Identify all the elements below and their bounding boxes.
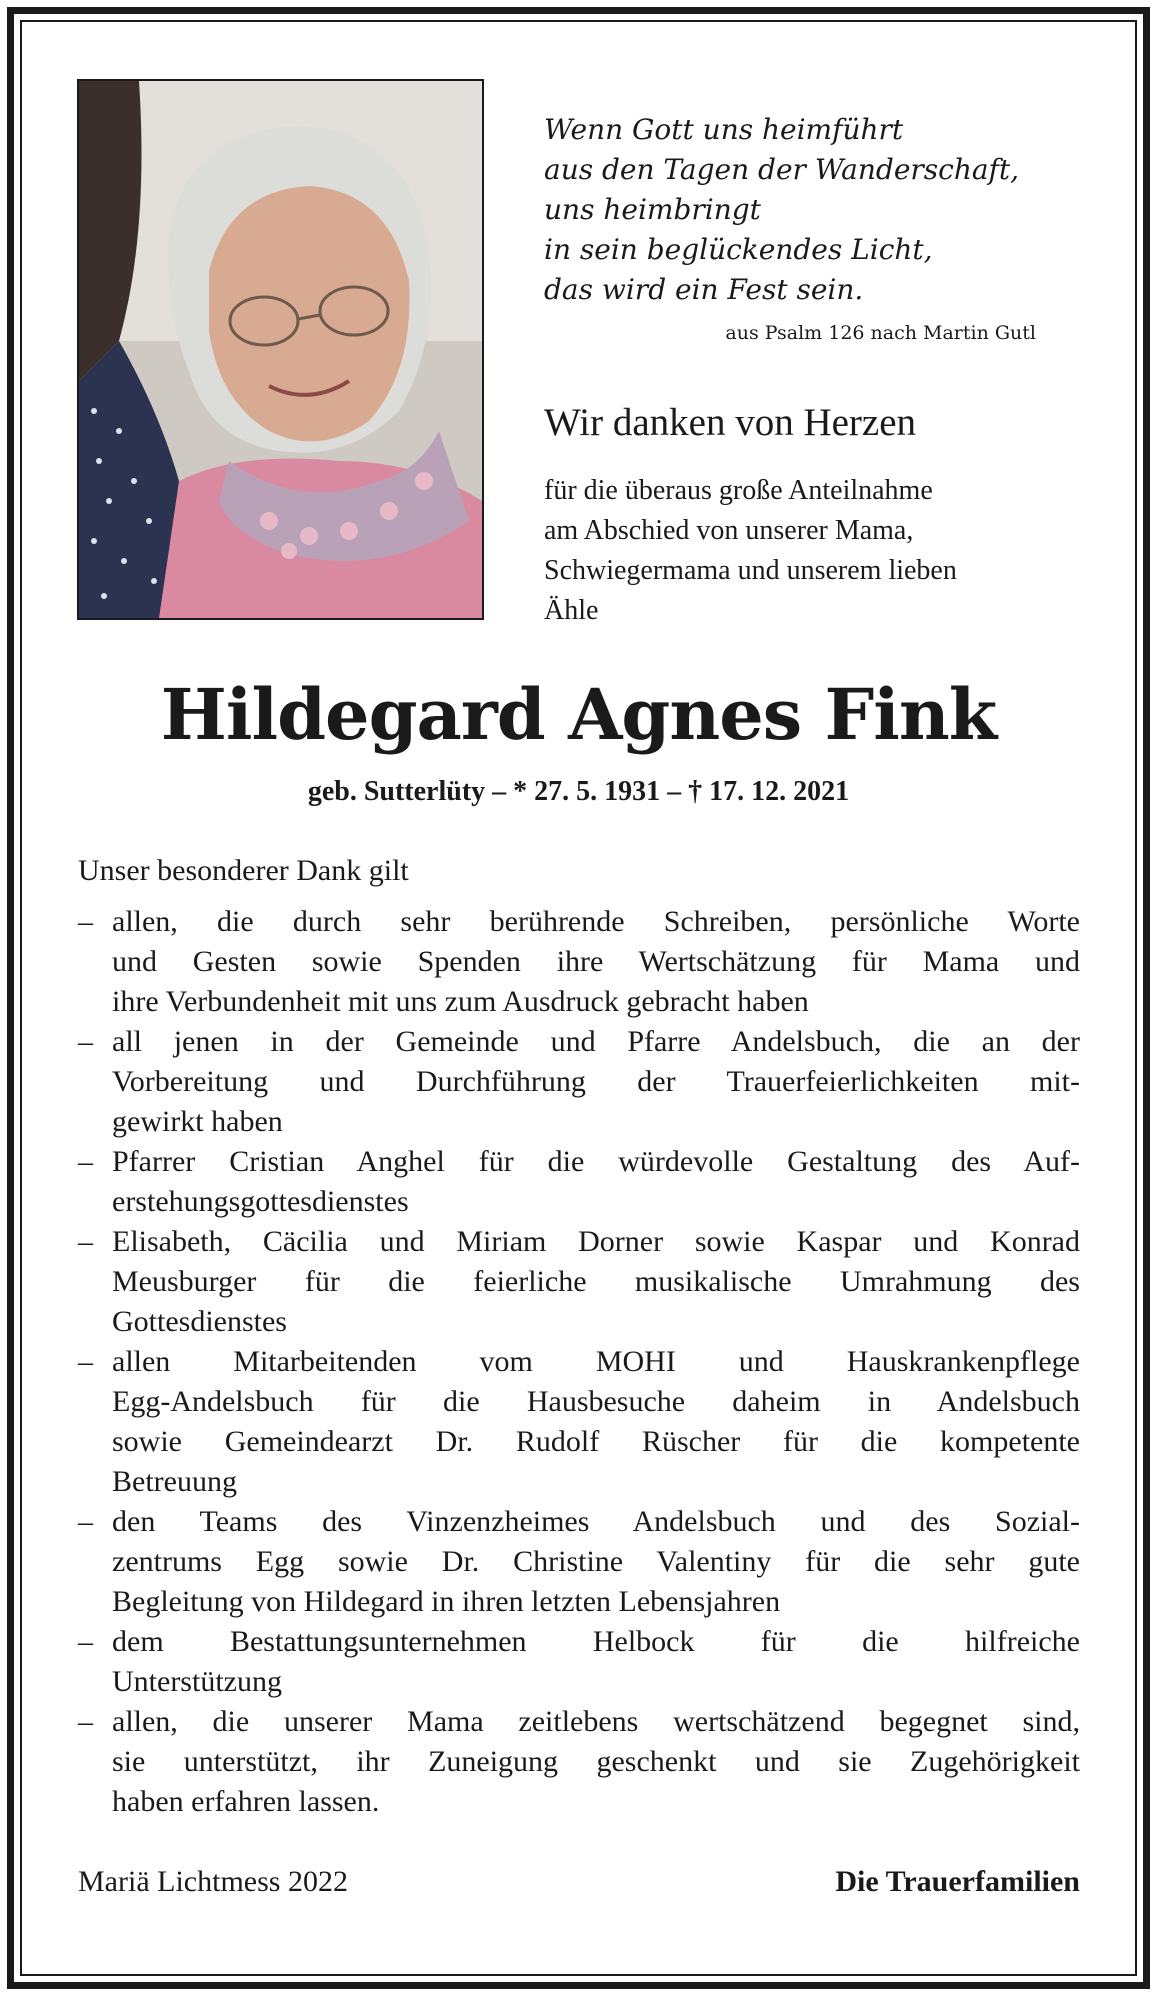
dash-bullet: – [78,1025,93,1058]
list-item-line: Egg-Andelsbuch für die Hausbesuche daheim in Andelsbuch [112,1385,1080,1418]
thanks-line: Ähle [544,595,599,626]
poem-line: in sein beglückendes Licht, [544,233,933,266]
list-item-line: Betreuung [112,1465,237,1498]
thanks-line: am Abschied von unserer Mama, [544,515,914,546]
list-item-line: allen Mitarbeitenden vom MOHI und Hauskrankenpflege [112,1345,1080,1378]
footer-signature: Die Trauerfamilien [835,1865,1080,1898]
list-item [78,1702,1080,1822]
deceased-name: Hildegard Agnes Fink [160,673,997,756]
list-item-line: Vorbereitung und Durchführung der Trauerfeierlichkeiten mit- [112,1065,1080,1098]
deceased-details: geb. Sutterlüty – * 27. 5. 1931 – † 17. 12. 2021 [307,776,850,807]
dash-bullet: – [78,1705,93,1738]
list-item-line: sie unterstützt, ihr Zuneigung geschenkt und sie Zugehörigkeit [112,1745,1080,1778]
list-item-line: zentrums Egg sowie Dr. Christine Valentiny für die sehr gute [112,1545,1080,1578]
list-item-line: und Gesten sowie Spenden ihre Wertschätzung für Mama und [112,945,1080,978]
list-item [78,1222,1080,1342]
thanks-text [544,471,1084,631]
list-item [78,1622,1080,1702]
dash-bullet: – [78,1625,93,1658]
list-item [78,1342,1080,1502]
dash-bullet: – [78,1145,93,1178]
list-item-line: Gottesdienstes [112,1305,287,1338]
list-item-line: Elisabeth, Cäcilia und Miriam Dorner sowie Kaspar und Konrad [112,1225,1080,1258]
list-item-line: Meusburger für die feierliche musikalische Umrahmung des [112,1265,1080,1298]
list-item [78,1502,1080,1622]
thanks-line: für die überaus große Anteilnahme [544,475,933,506]
list-item-line: allen, die durch sehr berührende Schreiben, persönliche Worte [112,905,1080,938]
list-item [78,902,1080,1022]
acknowledgement-list [78,902,1080,1822]
acknowledgement-intro: Unser besonderer Dank gilt [78,854,409,887]
list-item-line: erstehungsgottesdienstes [112,1185,409,1218]
list-item [78,1022,1080,1142]
list-item-line: haben erfahren lassen. [112,1785,380,1818]
poem-line: aus den Tagen der Wanderschaft, [544,153,1020,186]
thanks-heading: Wir danken von Herzen [544,401,917,444]
list-item-line: allen, die unserer Mama zeitlebens wertschätzend begegnet sind, [112,1705,1080,1738]
list-item-line: gewirkt haben [112,1105,283,1138]
dash-bullet: – [78,1505,93,1538]
list-item-line: ihre Verbundenheit mit uns zum Ausdruck gebracht haben [112,985,809,1018]
dash-bullet: – [78,1345,93,1378]
list-item-line: Unterstützung [112,1665,282,1698]
list-item-line: sowie Gemeindearzt Dr. Rudolf Rüscher für die kompetente [112,1425,1080,1458]
dash-bullet: – [78,1225,93,1258]
list-item [78,1142,1080,1222]
list-item-line: Pfarrer Cristian Anghel für die würdevolle Gestaltung des Auf- [112,1145,1080,1178]
poem-line: das wird ein Fest sein. [544,273,864,306]
dash-bullet: – [78,905,93,938]
poem [544,110,1044,310]
list-item-line: Begleitung von Hildegard in ihren letzten Lebensjahren [112,1585,781,1618]
poem-line: uns heimbringt [544,193,761,226]
thanks-line: Schwiegermama und unserem lieben [544,555,957,586]
list-item-line: all jenen in der Gemeinde und Pfarre Andelsbuch, die an der [112,1025,1080,1058]
list-item-line: dem Bestattungsunternehmen Helbock für die hilfreiche [112,1625,1080,1658]
list-item-line: den Teams des Vinzenzheimes Andelsbuch und des Sozial- [112,1505,1080,1538]
portrait-photo [77,79,484,620]
footer-date: Mariä Lichtmess 2022 [78,1865,348,1898]
poem-line: Wenn Gott uns heimführt [544,113,904,146]
poem-source: aus Psalm 126 nach Martin Gutl [725,322,1036,344]
